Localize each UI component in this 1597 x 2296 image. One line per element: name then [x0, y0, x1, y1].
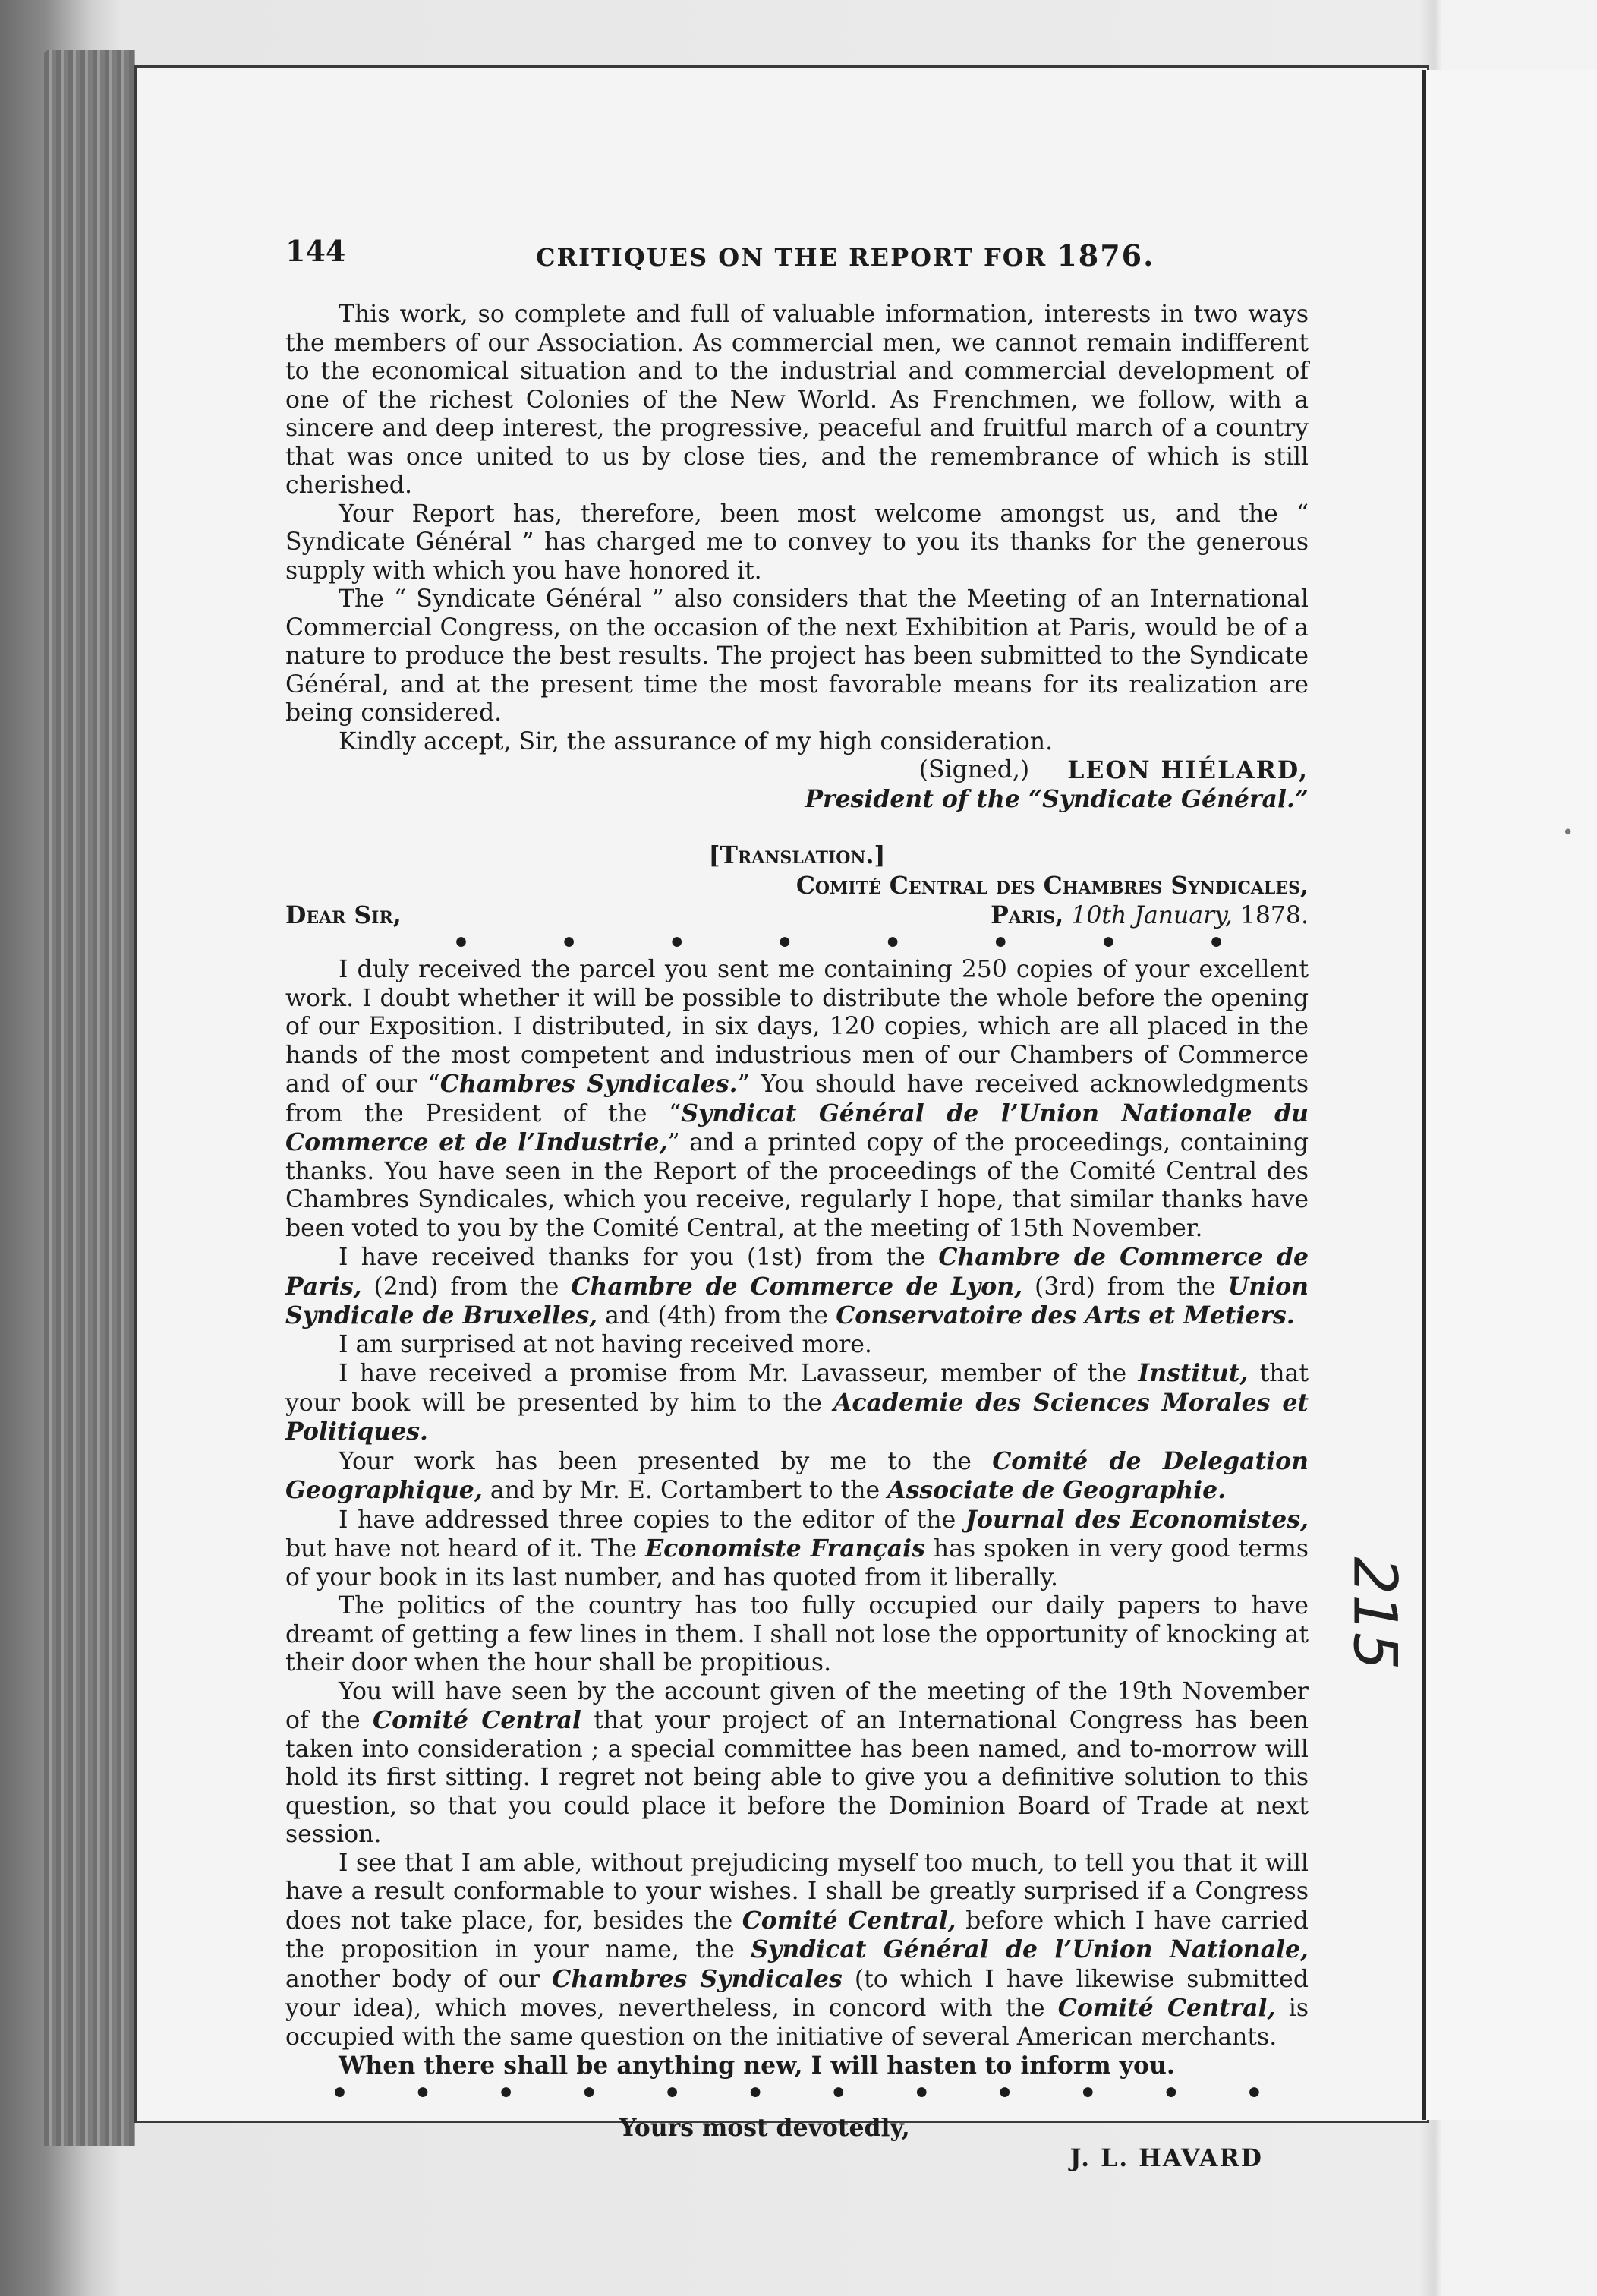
letter1-signer-name: LEON HIÉLARD, [1067, 756, 1309, 784]
italic-run: Comité Central, [1057, 1994, 1276, 2022]
letter1-paragraph: The “ Syndicate Général ” also considers that the Meeting of an International Commercial Congress, on the occasion of the next Exhibition at Paris, would be of a nature to produce the best results. The project has been submitted to the Syndicate Général, and at the present time the most favorable means for its realization are being considered. [285, 585, 1309, 727]
omission-dot: • [1207, 927, 1225, 959]
italic-run: Comité Central, [742, 1906, 956, 1935]
facing-page-edge [1422, 70, 1597, 2120]
italic-run: Syndicat Général de l’Union Nationale, [751, 1935, 1309, 1963]
text-run: another body of our [285, 1965, 553, 1993]
letter2-paragraph [285, 1506, 1309, 1593]
book-page-edges [44, 50, 135, 2146]
omission-dot: • [996, 2077, 1014, 2109]
letter2-closing-block [285, 2106, 1309, 2175]
omission-dot: • [668, 927, 686, 959]
text-run: (3rd) from the [1022, 1273, 1228, 1301]
italic-run: Journal des Economistes, [965, 1505, 1309, 1534]
dateline-year: 1878. [1239, 902, 1309, 929]
letter2-paragraph [285, 1447, 1309, 1506]
text-run: I have received a promise from Mr. Lavasseur, member of the [339, 1360, 1139, 1387]
letter2-paragraph [285, 1850, 1309, 2052]
text-run: ” You should have received acknowledgments from the President of the “ [285, 1071, 1309, 1128]
italic-run: Chambre de Commerce de Paris, [285, 1243, 1309, 1301]
text-run: is occupied with the same question on the initiative of several American merchants. [285, 1995, 1309, 2051]
page-number: 144 [285, 234, 346, 268]
text-run: before which I have carried the proposition in your name, the [285, 1906, 1309, 1963]
letter2-paragraph: When there shall be anything new, I will hasten to inform you. [339, 2052, 1175, 2080]
italic-run: Associate de Geographie. [887, 1476, 1227, 1504]
omission-dot: • [746, 2077, 764, 2109]
letter1-paragraph: Your Report has, therefore, been most welcome amongst us, and the “ Syndicate Général ” has charged me to convey to you its thanks for the generous supply with which you have honored it. [285, 500, 1309, 585]
omission-dot: • [1079, 2077, 1097, 2109]
letter1-paragraph: Kindly accept, Sir, the assurance of my high consideration. [339, 727, 1054, 755]
text-run: (2nd) from the [361, 1273, 572, 1301]
omission-dot: • [580, 2077, 598, 2109]
text-run: that your book will be presented by him to the [285, 1360, 1309, 1417]
omission-dot: • [1099, 927, 1117, 959]
letter2-closing: Yours most devotedly, [619, 2113, 910, 2142]
omission-dot: • [331, 2077, 349, 2109]
signed-mark: (Signed,) [918, 756, 1030, 784]
omission-dot: • [452, 927, 471, 959]
letter2-paragraph [285, 1678, 1309, 1850]
text-run: I duly received the parcel you sent me containing 250 copies of your excellent work. I doubt whether it will be possible to distribute the whole before the opening of our Exposition. I distributed, in six days, 120 copies, which are all placed in the hands of the most competent and industrious men of our Chambers of Commerce and of our “ [285, 956, 1309, 1098]
text-run: Your work has been presented by me to the [339, 1447, 993, 1475]
text-run: has spoken in very good terms of your book in its last number, and has quoted from it liberally. [285, 1535, 1309, 1591]
omission-dot: • [830, 2077, 848, 2109]
running-title-year: 1876. [1057, 238, 1155, 273]
text-run: and (4th) from the [597, 1302, 836, 1329]
omission-dot: • [912, 2077, 931, 2109]
text-run: You will have seen by the account given of the meeting of the 19th November of the [285, 1677, 1309, 1734]
letter2-signature: J. L. HAVARD [1069, 2143, 1263, 2172]
text-run: but have not heard of it. The [285, 1535, 646, 1563]
omission-dot: • [560, 927, 578, 959]
letter2-paragraph [285, 1243, 1309, 1331]
italic-run: Chambres Syndicales. [439, 1070, 738, 1098]
letter2-salutation-row [285, 901, 1309, 930]
italic-run: Economiste Français [645, 1534, 925, 1563]
omission-dot: • [776, 927, 794, 959]
italic-run: Comité de Delegation Geographique, [285, 1446, 1309, 1504]
running-title-text: CRITIQUES ON THE REPORT FOR [536, 243, 1047, 272]
letter2-paragraph [285, 1359, 1309, 1447]
letter2-salutation: Dear Sir, [285, 901, 402, 929]
text-run: that your project of an International Congress has been taken into consideration ; a special committee has been named, and to-morrow will hold its first sitting. I regret not being able to give you a definitive solution to this question, so that you could place it before the Dominion Board of Trade at next session. [285, 1707, 1309, 1848]
text-run: and by Mr. E. Cortambert to the [482, 1477, 888, 1504]
omission-dot: • [1162, 2077, 1180, 2109]
letter2-paragraph [285, 956, 1309, 1243]
omission-dot: • [884, 927, 902, 959]
handwritten-margin-note: 215 [1340, 1556, 1409, 1670]
italic-run: Institut, [1138, 1359, 1249, 1387]
dateline-place: Paris, [991, 901, 1064, 929]
italic-run: Syndicat Général de l’Union Nationale du Commerce et de l’Industrie, [285, 1099, 1309, 1156]
text-run: I see that I am able, without prejudicing myself too much, to tell you that it will have a result conformable to your wishes. I shall be greatly surprised if a Congress does not take place, for, besides the [285, 1849, 1309, 1935]
letter2-dateline [991, 901, 1309, 930]
text-run: (to which I have likewise submitted your idea), which moves, nevertheless, in concord with the [285, 1965, 1309, 2022]
omission-dots [285, 927, 1309, 959]
text-run: ” and a printed copy of the proceedings, containing thanks. You have seen in the Report of the proceedings of the Comité Central des Chambres Syndicales, which you receive, regularly I hope, that similar thanks have been voted to you by the Comité Central, at the meeting of 15th November. [285, 1129, 1309, 1242]
letter2-paragraph: I am surprised at not having received more. [339, 1330, 872, 1358]
text-run: I have addressed three copies to the editor of the [339, 1506, 965, 1534]
running-title [536, 238, 1154, 273]
italic-run: Conservatoire des Arts et Metiers. [836, 1301, 1295, 1329]
omission-dot: • [497, 2077, 515, 2109]
omission-dot: • [991, 927, 1010, 959]
page-body [285, 301, 1309, 2175]
italic-run: Comité Central [373, 1706, 581, 1734]
letter1-signer-title: President of the “Syndicate Général.” [805, 784, 1309, 813]
running-head [285, 234, 1309, 272]
letter1-paragraph: This work, so complete and full of valuable information, interests in two ways the members of our Association. As commercial men, we cannot remain indifferent to the economical situation and to the industrial and commercial development of one of the richest Colonies of the New World. As Frenchmen, we follow, with a sincere and deep interest, the progressive, peaceful and fruitful march of a country that was once united to us by close ties, and the remembrance of which is still cherished. [285, 301, 1309, 499]
omission-dot: • [663, 2077, 682, 2109]
italic-run: Chambres Syndicales [552, 1964, 843, 1993]
closing-omission-dots [285, 2077, 1309, 2109]
omission-dot: • [414, 2077, 432, 2109]
letter1-signature-line [285, 756, 1309, 785]
facing-page-speck: • [1562, 822, 1574, 844]
omission-dot: • [1245, 2077, 1263, 2109]
dateline-day: 10th January, [1071, 902, 1233, 929]
text-run: I have received thanks for you (1st) from the [339, 1244, 939, 1271]
italic-run: Chambre de Commerce de Lyon, [571, 1272, 1023, 1301]
letter2-sender-heading: Comité Central des Chambres Syndicales, [795, 872, 1309, 900]
italic-run: Academie des Sciences Morales et Politiques. [285, 1388, 1309, 1446]
letter2-paragraph: The politics of the country has too fully occupied our daily papers to have dreamt of getting a few lines in them. I shall not lose the opportunity of knocking at their door when the hour shall be propitious. [285, 1592, 1309, 1676]
translation-heading: [Translation.] [708, 841, 886, 869]
italic-run: Union Syndicale de Bruxelles, [285, 1272, 1309, 1329]
